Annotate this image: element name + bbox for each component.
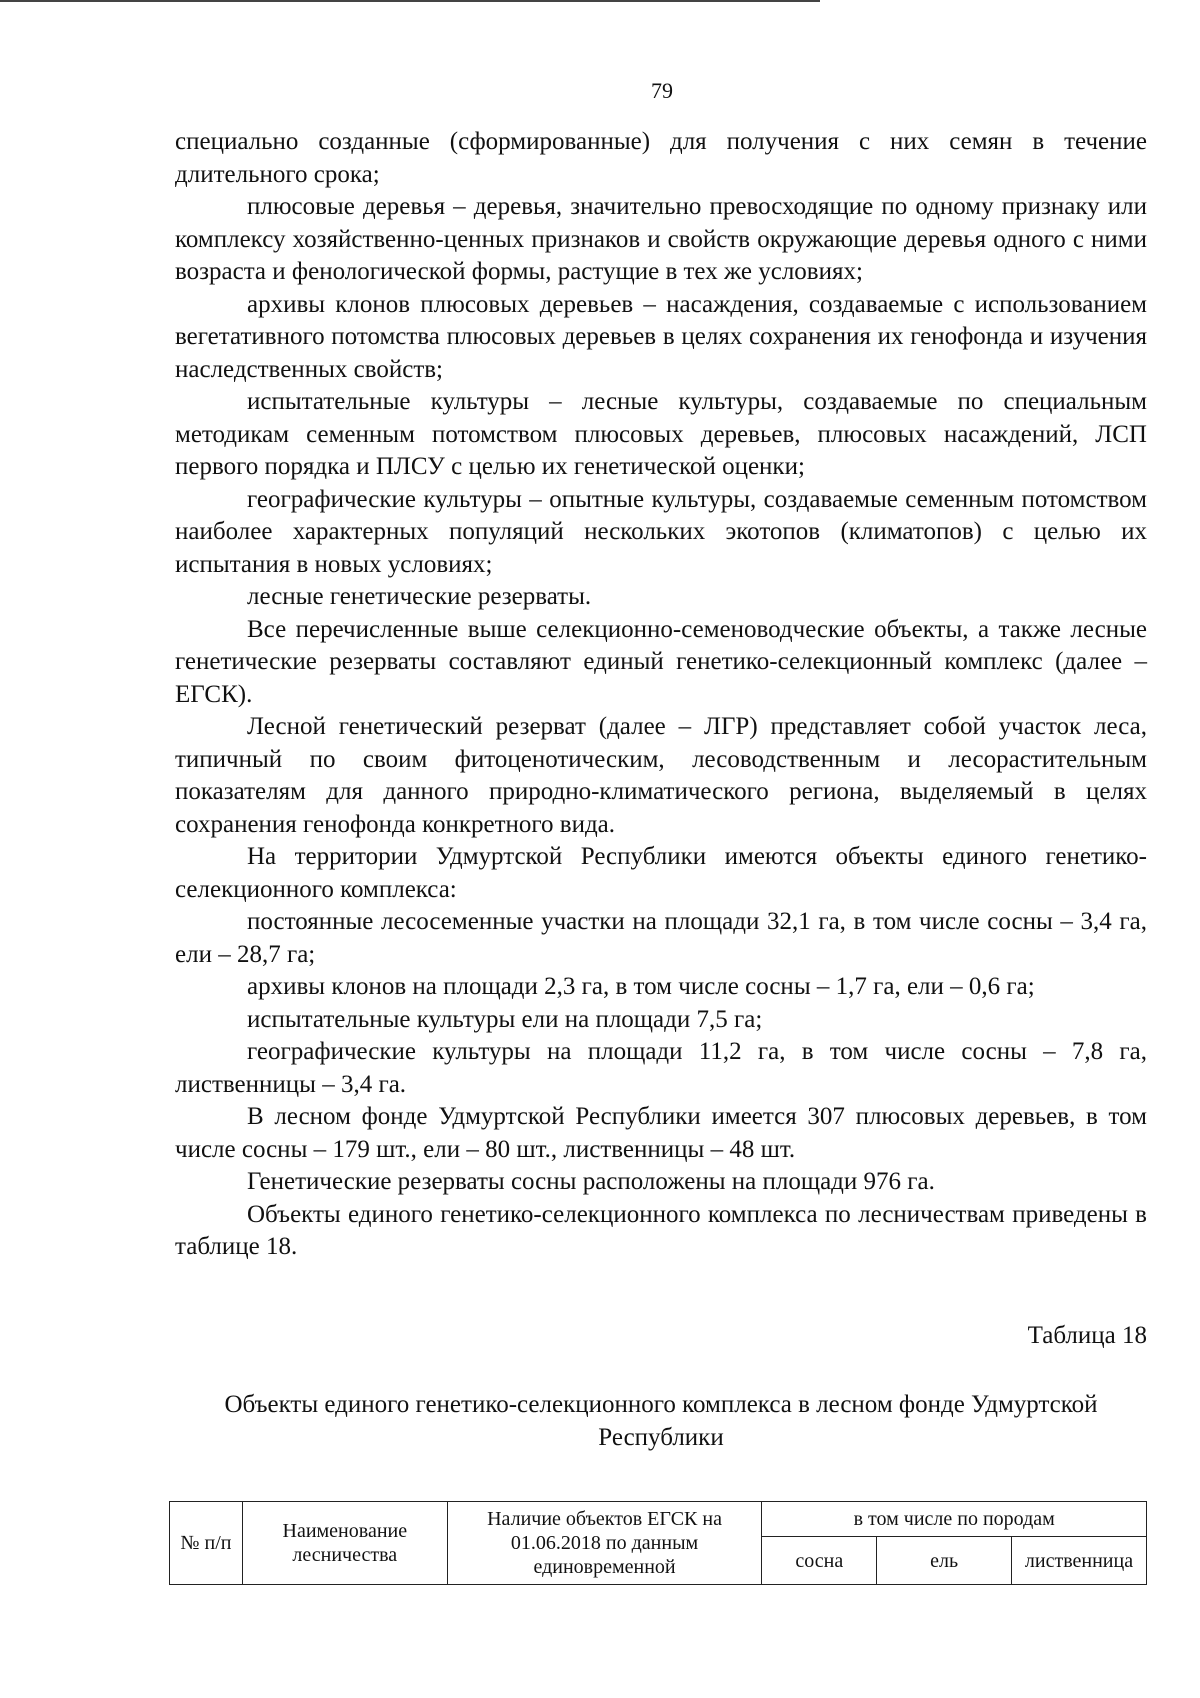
- paragraph: Генетические резерваты сосны расположены на площади 976 га.: [247, 1168, 935, 1195]
- top-rule: [0, 0, 820, 2]
- paragraph: постоянные лесосеменные участки на площади 32,1 га, в том числе сосны – 3,4 га, ели – 28,7 га;: [175, 908, 1147, 968]
- paragraph: лесные генетические резерваты.: [247, 583, 592, 610]
- paragraph: испытательные культуры ели на площади 7,5 га;: [247, 1005, 763, 1033]
- paragraph: Все перечисленные выше селекционно-семеноводческие объекты, а также лесные генетические резерваты составляют единый генетико-селекционный комплекс (далее – ЕГСК).: [175, 615, 1147, 708]
- page-number: 79: [651, 78, 673, 103]
- page-body: [175, 126, 1147, 1264]
- header-species-spruce: ель: [877, 1537, 1012, 1585]
- paragraph: географические культуры – опытные культуры, создаваемые семенным потомством наиболее характерных популяций нескольких экотопов (климатопов) с целью их испытания в новых условиях;: [175, 485, 1147, 578]
- header-species-larch: лиственница: [1012, 1537, 1147, 1585]
- paragraph: архивы клонов плюсовых деревьев – насаждения, создаваемые с использованием вегетативного потомства плюсовых деревьев в целях сохранения их генофонда и изучения наследственных свойств;: [175, 290, 1147, 383]
- egsk-table: [169, 1501, 1147, 1585]
- table-label: Таблица 18: [1027, 1322, 1147, 1349]
- header-forestry-name: Наименование лесничества: [242, 1502, 447, 1585]
- paragraph: плюсовые деревья – деревья, значительно превосходящие по одному признаку или комплексу хозяйственно-ценных признаков и свойств окружающие деревья одного с ними возраста и фенологической формы, растущие в тех же условиях;: [175, 193, 1147, 285]
- header-by-species: в том числе по породам: [762, 1502, 1147, 1537]
- paragraph: географические культуры на площади 11,2 га, в том числе сосны – 7,8 га, лиственницы – 3,4 га.: [175, 1038, 1147, 1098]
- paragraph: испытательные культуры – лесные культуры, создаваемые по специальным методикам семенным потомством плюсовых деревьев, плюсовых насаждений, ЛСП первого порядка и ПЛСУ с целью их генетической оценки;: [175, 388, 1147, 480]
- paragraph: Лесной генетический резерват (далее – ЛГР) представляет собой участок леса, типичный по своим фитоценотическим, лесоводственным и лесорастительным показателям для данного природно-климатического региона, выделяемый в целях сохранения генофонда конкретного вида.: [175, 713, 1147, 838]
- paragraph: специально созданные (сформированные) для получения с них семян в течение длительного срока;: [175, 128, 1147, 188]
- paragraph: Объекты единого генетико-селекционного комплекса по лесничествам приведены в таблице 18.: [175, 1200, 1147, 1260]
- table-title: Объекты единого генетико-селекционного комплекса в лесном фонде Удмуртской Республики: [224, 1391, 1098, 1451]
- header-species-pine: сосна: [762, 1537, 877, 1585]
- paragraph: архивы клонов на площади 2,3 га, в том числе сосны – 1,7 га, ели – 0,6 га;: [247, 973, 1035, 1000]
- paragraph: На территории Удмуртской Республики имеются объекты единого генетико-селекционного комплекса:: [175, 843, 1147, 903]
- header-number: № п/п: [170, 1502, 243, 1585]
- header-egsk-presence: Наличие объектов ЕГСК на 01.06.2018 по данным единовременной: [447, 1502, 762, 1585]
- paragraph: В лесном фонде Удмуртской Республики имеется 307 плюсовых деревьев, в том числе сосны – 179 шт., ели – 80 шт., лиственницы – 48 шт.: [175, 1103, 1147, 1163]
